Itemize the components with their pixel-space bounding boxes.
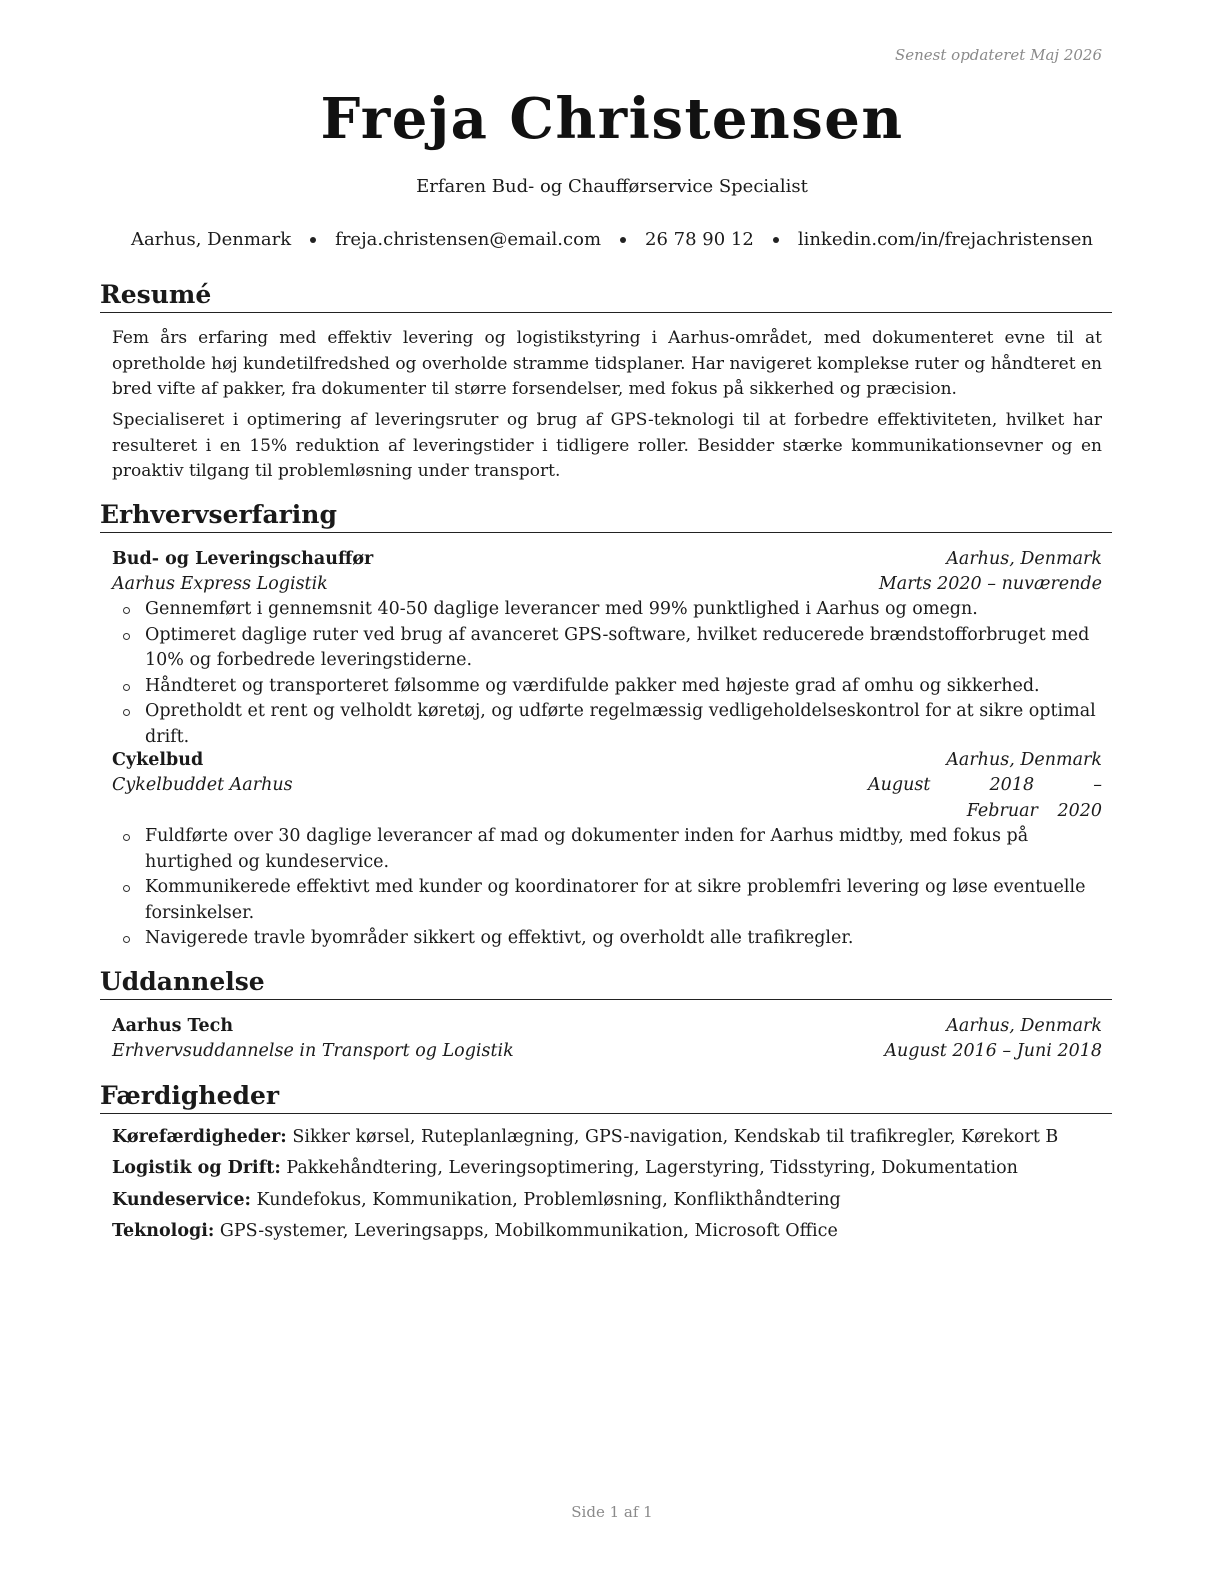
job-dates: Marts 2020 – nuværende <box>878 574 1102 594</box>
job-company: Aarhus Express Logistik <box>112 574 328 594</box>
skill-row <box>112 1158 1102 1189</box>
skill-label: Logistik og Drift: <box>112 1158 281 1179</box>
contact-location: Aarhus, Denmark <box>130 229 292 250</box>
section-title-education: Uddannelse <box>100 966 1112 1000</box>
section-title-skills: Færdigheder <box>100 1080 1112 1114</box>
job-location: Aarhus, Denmark <box>946 750 1102 770</box>
job-location: Aarhus, Denmark <box>946 549 1102 569</box>
job-subheader <box>112 773 1102 824</box>
contact-phone: 26 78 90 12 <box>645 229 754 250</box>
skills-list <box>112 1127 1102 1252</box>
summary-paragraph: Specialiseret i optimering af leveringsruter og brug af GPS-teknologi til at forbedre effektiviteten, hvilket har resulteret i en 15% reduktion af leveringstider i tidligere roller. Besidder stærke kommunikationsevner og en proaktiv tilgang til problemløsning under transport. <box>112 410 1102 481</box>
contact-line <box>0 229 1224 250</box>
skill-label: Kundeservice: <box>112 1189 251 1210</box>
section-title-experience: Erhvervserfaring <box>100 499 1112 533</box>
job-bullet: Håndteret og transporteret følsomme og værdifulde pakker med højeste grad af omhu og sikkerhed. <box>145 674 1102 700</box>
education-location: Aarhus, Denmark <box>946 1016 1102 1036</box>
bullet-separator-icon <box>310 237 316 243</box>
candidate-name: Freja Christensen <box>320 86 904 152</box>
last-updated: Senest opdateret Maj 2026 <box>894 46 1102 64</box>
section-title-summary: Resumé <box>100 279 1112 313</box>
job-role: Cykelbud <box>112 750 204 770</box>
skill-row <box>112 1190 1102 1221</box>
job-bullet: Optimeret daglige ruter ved brug af avanceret GPS-software, hvilket reducerede brændstofforbruget med 10% og forbedrede leveringstiderne. <box>145 623 1102 674</box>
candidate-headline: Erfaren Bud- og Chaufførservice Specialist <box>416 176 808 197</box>
education-degree: Erhvervsuddannelse in Transport og Logistik <box>112 1041 514 1061</box>
page-number: Side 1 af 1 <box>571 1503 653 1521</box>
job-bullets <box>145 824 1102 952</box>
job-company: Cykelbuddet Aarhus <box>112 775 293 795</box>
bullet-separator-icon <box>620 237 626 243</box>
education-school: Aarhus Tech <box>112 1016 234 1036</box>
job-bullets <box>145 597 1102 750</box>
skill-row <box>112 1127 1102 1158</box>
job-bullet: Gennemført i gennemsnit 40-50 daglige leverancer med 99% punktlighed i Aarhus og omegn. <box>145 597 1102 623</box>
job-dates: August 2018 – Februar 2020 <box>868 775 1102 821</box>
job-header <box>112 547 1102 573</box>
job-bullet: Navigerede travle byområder sikkert og effektivt, og overholdt alle trafikregler. <box>145 926 1102 952</box>
education-header <box>112 1014 1102 1040</box>
job-bullet: Kommunikerede effektivt med kunder og koordinatorer for at sikre problemfri levering og løse eventuelle forsinkelser. <box>145 875 1102 926</box>
job-role: Bud- og Leveringschauffør <box>112 549 374 569</box>
skill-value: Kundefokus, Kommunikation, Problemløsning, Konflikthåndtering <box>256 1189 841 1210</box>
bullet-separator-icon <box>773 237 779 243</box>
education-dates: August 2016 – Juni 2018 <box>884 1041 1102 1061</box>
skill-value: Sikker kørsel, Ruteplanlægning, GPS-navigation, Kendskab til trafikregler, Kørekort B <box>292 1127 1059 1147</box>
contact-linkedin[interactable]: linkedin.com/in/frejachristensen <box>797 229 1094 250</box>
contact-email[interactable]: freja.christensen@email.com <box>335 229 602 250</box>
job-bullet: Opretholdt et rent og velholdt køretøj, og udførte regelmæssig vedligeholdelseskontrol for at sikre optimal drift. <box>145 699 1102 750</box>
skill-value: Pakkehåndtering, Leveringsoptimering, Lagerstyring, Tidsstyring, Dokumentation <box>286 1158 1018 1179</box>
skill-row <box>112 1221 1102 1252</box>
job-bullet: Fuldførte over 30 daglige leverancer af mad og dokumenter inden for Aarhus midtby, med fokus på hurtighed og kundeservice. <box>145 824 1102 875</box>
education-subheader <box>112 1039 1102 1065</box>
skill-value: GPS-systemer, Leveringsapps, Mobilkommunikation, Microsoft Office <box>219 1220 838 1241</box>
skill-label: Teknologi: <box>112 1220 215 1241</box>
job-header <box>112 748 1102 774</box>
job-subheader <box>112 572 1102 598</box>
summary-paragraph: Fem års erfaring med effektiv levering og logistikstyring i Aarhus-området, med dokumenteret evne til at opretholde høj kundetilfredshed og overholde stramme tidsplaner. Har navigeret komplekse ruter og håndteret en bred vifte af pakker, fra dokumenter til større forsendelser, med fokus på sikkerhed og præcision. <box>112 328 1102 399</box>
skill-label: Kørefærdigheder: <box>112 1127 287 1147</box>
